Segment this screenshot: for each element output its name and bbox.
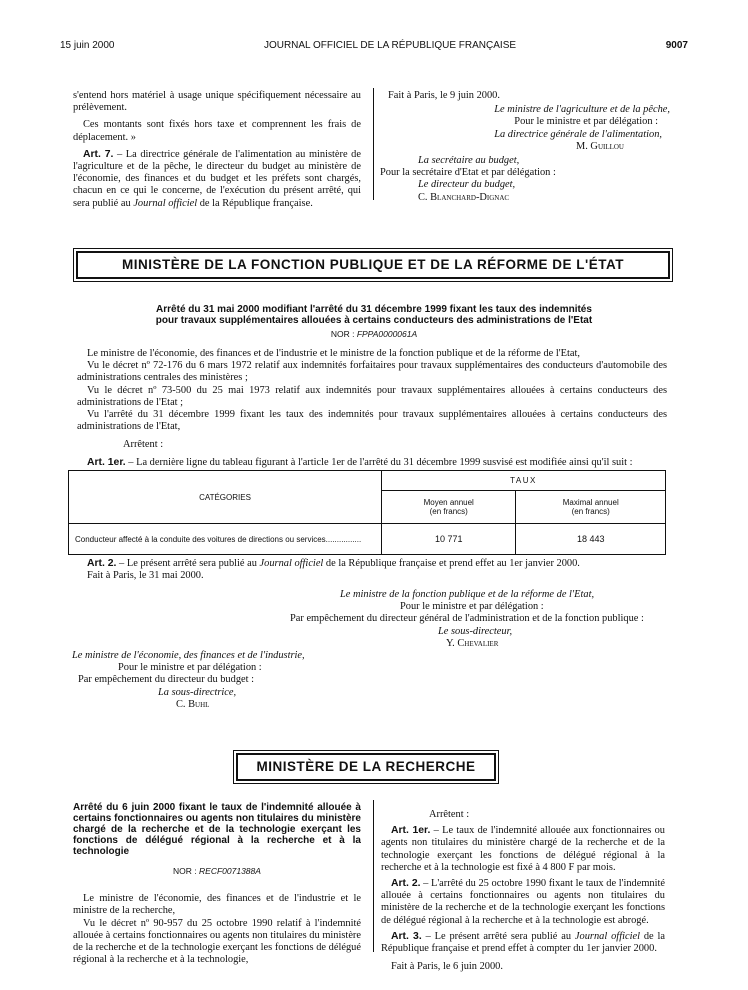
signatory-name: M. Guillou bbox=[576, 140, 624, 152]
ministry-title: MINISTÈRE DE LA FONCTION PUBLIQUE ET DE LA RÉFORME DE L'ÉTAT bbox=[122, 257, 624, 272]
signatory-name: C. Blanchard-Dignac bbox=[418, 191, 510, 203]
signature-line: Pour la secrétaire d'Etat et par délégation : bbox=[380, 167, 556, 179]
paragraph: s'entend hors matériel à usage unique spécifiquement nécessaire au prélèvement. bbox=[73, 90, 361, 114]
signature-line: La secrétaire au budget, bbox=[418, 155, 520, 167]
header-maximal: Maximal annuel (en francs) bbox=[516, 491, 666, 524]
ministry-heading bbox=[76, 251, 670, 279]
article-text: – La dernière ligne du tableau figurant à l'article 1er de l'arrêté du 31 décembre 1999 susvisé est modifiée ainsi qu'il suit : bbox=[125, 456, 633, 468]
page-header bbox=[60, 40, 688, 54]
article-3: Art. 3. – Le présent arrêté sera publié au Journal officiel de la République française et prend effet à compter du 1er janvier 2000. bbox=[381, 930, 665, 955]
arrete-2-right-column bbox=[381, 809, 665, 973]
row-category: Conducteur affecté à la conduite des voitures de directions ou services................ bbox=[69, 524, 382, 555]
header-title: JOURNAL OFFICIEL DE LA RÉPUBLIQUE FRANÇAISE bbox=[263, 40, 517, 51]
article-1: Art. 1er. – Le taux de l'indemnité allouée aux fonctionnaires ou agents non titulaires du ministère chargé de la recherche et de la technologie exerçant les fonctions de délégué régional à la recherche et à la technologie est fixé à 4 800 F par mois. bbox=[381, 825, 665, 873]
paragraph: Le ministre de l'économie, des finances et de l'industrie et le ministre de la fonction publique et de la réforme de l'Etat, bbox=[87, 348, 580, 359]
signature-line: La directrice générale de l'alimentation, bbox=[494, 128, 662, 140]
top-right-column bbox=[380, 90, 670, 204]
arrete-title-line: pour travaux supplémentaires allouées à certains conducteurs des administrations de l'Etat bbox=[155, 315, 593, 326]
fait-line: Fait à Paris, le 31 mai 2000. bbox=[87, 570, 204, 582]
signature-line: Le ministre de l'économie, des finances et de l'industrie, bbox=[72, 650, 305, 661]
article-label: Art. 2. bbox=[391, 878, 421, 890]
arrete-title-line: Arrêté du 31 mai 2000 modifiant l'arrêté du 31 décembre 1999 fixant les taux des indemnités bbox=[156, 304, 592, 315]
article-label: Art. 2. bbox=[87, 558, 117, 569]
ministry-title: MINISTÈRE DE LA RECHERCHE bbox=[256, 759, 476, 774]
header-page-number: 9007 bbox=[665, 40, 688, 51]
paragraph: Vu le décret nº 73-500 du 25 mai 1973 relatif aux indemnités pour travaux supplémentaires allouées à certains conducteurs des administrations de l'Etat ; bbox=[77, 384, 667, 408]
header-taux: TAUX bbox=[382, 471, 666, 491]
ministry-heading bbox=[236, 753, 496, 781]
row-max-value: 18 443 bbox=[516, 524, 666, 555]
paragraph: Vu l'arrêté du 31 décembre 1999 fixant les taux des indemnités pour travaux supplémentaires allouées à certains conducteurs des administrations de l'Etat, bbox=[77, 409, 667, 433]
article-7 bbox=[73, 149, 361, 210]
signature-line: Par empêchement du directeur du budget : bbox=[78, 674, 255, 686]
journal-officiel-ref: Journal officiel bbox=[574, 930, 640, 942]
nor-reference: NOR : RECF0071388A bbox=[173, 866, 261, 876]
header-categories: CATÉGORIES bbox=[69, 471, 382, 524]
signature-line: La sous-directrice, bbox=[158, 686, 237, 698]
signatory-name: Y. Chevalier bbox=[446, 637, 499, 649]
article-2: Art. 2. – Le présent arrêté sera publié au Journal officiel de la République française et prend effet au 1er janvier 2000. bbox=[87, 558, 580, 569]
nor-code: RECF0071388A bbox=[199, 866, 261, 876]
signature-block-left bbox=[72, 650, 372, 711]
arretent: Arrêtent : bbox=[429, 809, 470, 820]
taux-table bbox=[68, 470, 666, 555]
paragraph: Vu le décret nº 90-957 du 25 octobre 1990 relatif à l'indemnité allouée à certains fonctionnaires ou agents non titulaires du ministère de la recherche et de la technologie exerçant les fonctions de délégué régional à la recherche et à la technologie, bbox=[73, 917, 361, 966]
arrete-title bbox=[60, 304, 688, 326]
arretent: Arrêtent : bbox=[123, 439, 164, 451]
signature-line: Le directeur du budget, bbox=[418, 179, 516, 191]
paragraph: Ces montants sont fixés hors taxe et comprennent les frais de déplacement. » bbox=[73, 119, 361, 143]
article-1 bbox=[77, 457, 667, 469]
article-label: Art. 1er. bbox=[391, 825, 431, 837]
signature-line: Pour le ministre et par délégation : bbox=[400, 601, 544, 613]
nor-code: FPPA0000061A bbox=[356, 329, 418, 339]
signature-line: Pour le ministre et par délégation : bbox=[514, 116, 658, 128]
row-moyen-value: 10 771 bbox=[382, 524, 516, 555]
journal-officiel-ref: Journal officiel bbox=[259, 558, 324, 569]
paragraph: Le ministre de l'économie, des finances et de l'industrie et le ministre de la recherche, bbox=[73, 893, 361, 917]
nor-reference: NOR : FPPA0000061A bbox=[330, 329, 418, 339]
article-text-end: de la République française. bbox=[197, 197, 313, 209]
arrete-2-left-column bbox=[73, 802, 361, 966]
fait-line: Fait à Paris, le 6 juin 2000. bbox=[391, 961, 503, 973]
header-date: 15 juin 2000 bbox=[60, 40, 115, 51]
article-label: Art. 1er. bbox=[87, 456, 126, 468]
signature-line: Pour le ministre et par délégation : bbox=[118, 662, 262, 674]
header-moyen: Moyen annuel (en francs) bbox=[382, 491, 516, 524]
column-divider bbox=[373, 88, 374, 200]
signature-block-right bbox=[290, 589, 660, 650]
signatory-name: C. Buhl bbox=[176, 698, 210, 710]
article-label: Art. 3. bbox=[391, 930, 422, 942]
signature-line: Le ministre de l'agriculture et de la pêche, bbox=[494, 104, 670, 116]
article-label: Art. 7. bbox=[83, 148, 114, 160]
top-left-column bbox=[73, 90, 361, 210]
journal-officiel-ref: Journal officiel bbox=[133, 197, 198, 209]
arrete-body-2 bbox=[77, 558, 667, 582]
signature-line: Le sous-directeur, bbox=[438, 625, 513, 637]
fait-line: Fait à Paris, le 9 juin 2000. bbox=[388, 90, 500, 101]
paragraph: Vu le décret nº 72-176 du 6 mars 1972 relatif aux indemnités forfaitaires pour travaux supplémentaires des conducteurs d'automobile des administrations centrales des ministères ; bbox=[77, 360, 667, 384]
article-2: Art. 2. – L'arrêté du 25 octobre 1990 fixant le taux de l'indemnité allouée à certains fonctionnaires ou agents non titulaires du ministère de la recherche et de la technologie exerçant les fonctions de délégué régional à la recherche et à la technologie est abrogé. bbox=[381, 878, 666, 926]
signature-line: Le ministre de la fonction publique et de la réforme de l'Etat, bbox=[340, 589, 595, 600]
signature-line: Par empêchement du directeur général de l'administration et de la fonction publique : bbox=[290, 613, 644, 625]
article-text: – La directrice générale de l'alimentation au ministère de l'agriculture et de la pêche, le directeur du budget au ministère de l'économie, des finances et du budget et les préfets sont chargés, chacun en ce qui le concerne, de l'exécution du présent arrêté, qui sera publié au bbox=[73, 148, 361, 209]
arrete-body bbox=[77, 348, 667, 469]
column-divider bbox=[373, 800, 374, 952]
arrete-title: Arrêté du 6 juin 2000 fixant le taux de l'indemnité allouée à certains fonctionnaires ou agents non titulaires du ministère chargé de la recherche et de la technologie exerçant les fonctions de délégué régional à la recherche et à la technologie bbox=[73, 802, 361, 857]
